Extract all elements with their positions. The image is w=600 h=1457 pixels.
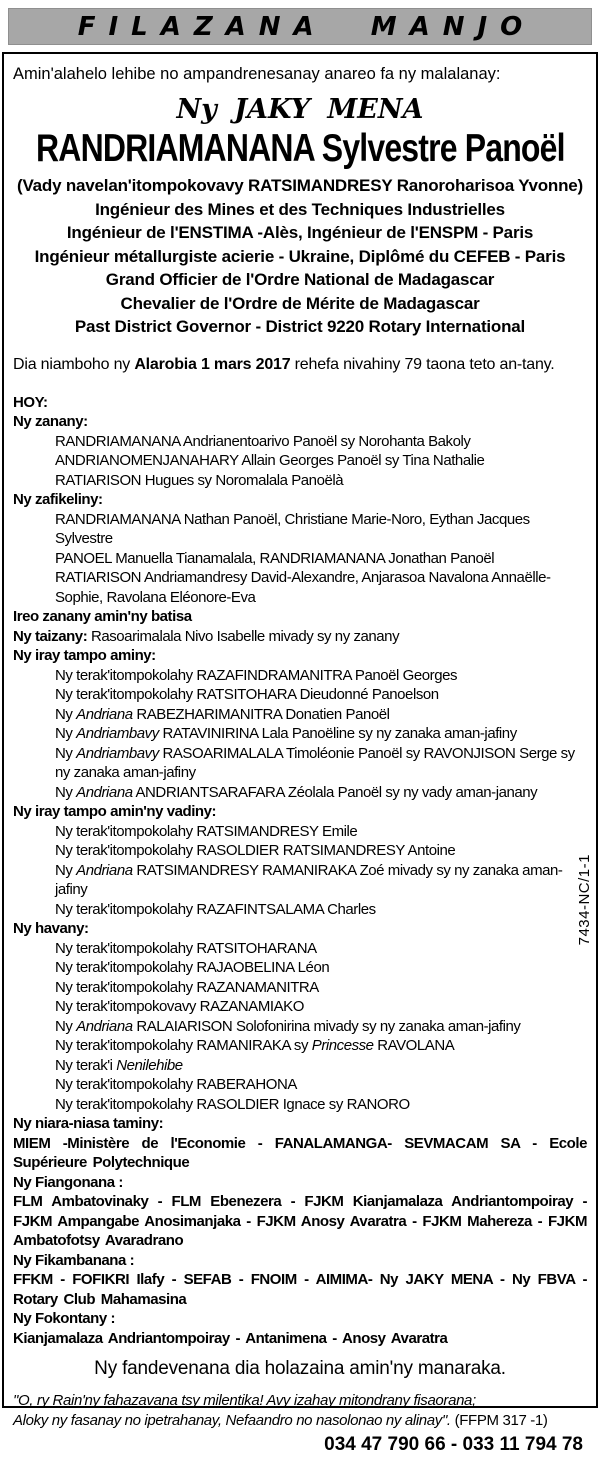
section-label: Ny Fikambanana : — [13, 1251, 135, 1269]
item-text: Ny terak'itompokolahy RABERAHONA — [55, 1076, 297, 1093]
item-text: RASOARIMALALA Timoléonie Panoël sy RAVONJISON Serge sy ny zanaka aman-jafiny — [55, 744, 575, 781]
family-list-item — [13, 939, 587, 959]
family-list-item — [13, 568, 587, 607]
item-text: Ny terak'itompokolahy RAZAFINTSALAMA Charles — [55, 900, 376, 918]
section-label: Ny niara-niasa taminy: — [13, 1115, 164, 1132]
family-list-item — [13, 861, 587, 900]
family-list-item — [13, 1017, 587, 1037]
banner-title: FILAZANA MANJO — [77, 11, 536, 42]
item-text: PANOEL Manuella Tianamalala, RANDRIAMANANA Jonathan Panoël — [55, 549, 495, 567]
section-heading — [13, 393, 587, 413]
honorific-term: Andriambavy — [76, 744, 159, 762]
title-line: Chevalier de l'Ordre de Mérite de Madagascar — [120, 293, 480, 313]
section-paragraph: Kianjamalaza Andriantompoiray - Antanimena - Anosy Avaratra — [13, 1329, 448, 1347]
item-text: RATIARISON Hugues sy Noromalala Panoëlà — [55, 471, 344, 489]
honorific-term: Andriana — [76, 861, 133, 879]
family-list-item — [13, 685, 587, 705]
honorific-term: Andriana — [76, 705, 133, 723]
item-text: RATSIMANDRESY RAMANIRAKA Zoé mivady sy ny zanaka aman-jafiny — [55, 861, 563, 898]
family-list-item — [13, 432, 587, 452]
phone-numbers: 034 47 790 66 - 033 11 794 78 — [324, 1434, 583, 1455]
family-list-item — [13, 724, 587, 744]
section-heading — [13, 1173, 587, 1193]
item-text: ANDRIANOMENJANAHARY Allain Georges Panoël sy Tina Nathalie — [55, 452, 485, 469]
section-paragraph: MIEM -Ministère de l'Economie - FANALAMANGA- SEVMACAM SA - Ecole Supérieure Polytechnique — [13, 1134, 587, 1171]
section-label: Ny zanany: — [13, 413, 88, 430]
family-list-item — [13, 900, 587, 920]
section-heading — [13, 490, 587, 510]
item-text: RATAVINIRINA Lala Panoëline sy ny zanaka aman-jafiny — [158, 725, 517, 742]
item-text: Ny — [55, 783, 77, 801]
family-list-item — [13, 451, 587, 471]
section-label: HOY: — [13, 393, 48, 411]
item-text: Ny terak'itompokolahy RAZANAMANITRA — [55, 978, 319, 996]
quote-line-text: Aloky ny fasanay no ipetrahanay, Nefaandro no nasolonao ny alinay". — [13, 1412, 451, 1429]
section-label: Ny Fokontany : — [13, 1310, 116, 1327]
section-heading — [13, 607, 587, 627]
family-list-item — [13, 666, 587, 686]
obituary-banner — [8, 8, 592, 45]
family-sections — [13, 393, 587, 1349]
item-text: Ny terak'itompokolahy RATSIMANDRESY Emile — [55, 822, 358, 840]
death-line-suffix: rehefa nivahiny 79 taona teto an-tany. — [290, 355, 555, 373]
death-line — [13, 355, 587, 375]
section-inline-text: Rasoarimalala Nivo Isabelle mivady sy ny zanany — [87, 627, 400, 645]
section-heading — [13, 646, 587, 666]
item-text: Ny terak'itompokovavy RAZANAMIAKO — [55, 998, 304, 1015]
family-list-item — [13, 958, 587, 978]
section-label: Ny havany: — [13, 920, 89, 937]
family-list-item — [13, 549, 587, 569]
section-label: Ny iray tampo amin'ny vadiny: — [13, 803, 217, 820]
title-line: (Vady navelan'itompokovavy RATSIMANDRESY Ranoroharisoa Yvonne) — [16, 176, 583, 195]
title-line: Ingénieur métallurgiste acierie - Ukraine, Diplômé du CEFEB - Paris — [34, 246, 566, 266]
honorific-term: Andriana — [76, 783, 133, 801]
title-line: Ingénieur des Mines et des Techniques Industrielles — [95, 199, 505, 219]
honorific-title: Ny JAKY MENA — [176, 94, 424, 125]
titles-block — [13, 174, 587, 339]
section-heading — [13, 919, 587, 939]
family-list-item — [13, 1036, 587, 1056]
funeral-notice: Ny fandevenana dia holazaina amin'ny manaraka. — [94, 1358, 506, 1379]
family-list-item — [13, 997, 587, 1017]
family-list-item — [13, 822, 587, 842]
item-text: Ny terak'itompokolahy RAJAOBELINA Léon — [55, 959, 330, 976]
family-list-item — [13, 744, 587, 783]
item-text: RANDRIAMANANA Nathan Panoël, Christiane Marie-Noro, Eythan Jacques Sylvestre — [55, 510, 530, 547]
family-list-item — [13, 705, 587, 725]
memorial-quote — [13, 1391, 587, 1431]
item-text: Ny — [55, 1017, 77, 1035]
section-label: Ny Fiangonana : — [13, 1173, 123, 1191]
quote-line — [13, 1411, 587, 1431]
family-list-item — [13, 783, 587, 803]
section-heading — [13, 802, 587, 822]
section-heading — [13, 412, 587, 432]
section-paragraph: FFKM - FOFIKRI Ilafy - SEFAB - FNOIM - AIMIMA- Ny JAKY MENA - Ny FBVA - Rotary Club Mahamasina — [13, 1271, 587, 1308]
honorific-term: Princesse — [311, 1037, 374, 1054]
section-heading — [13, 1309, 587, 1329]
section-heading — [13, 1114, 587, 1134]
deceased-name: RANDRIAMANANA Sylvestre Panoël — [35, 127, 565, 170]
item-text: Ny terak'i — [55, 1056, 117, 1074]
item-text: Ny — [55, 705, 77, 723]
honorific-term: Andriambavy — [76, 725, 159, 742]
section-paragraph: FLM Ambatovinaky - FLM Ebenezera - FJKM Kianjamalaza Andriantompoiray - FJKM Ampangabe Anosimanjaka - FJKM Anosy Avaratra - FJKM Mahereza - FJKM Ambatofotsy Avaradrano — [13, 1193, 587, 1249]
item-text: Ny terak'itompokolahy RATSITOHARANA — [55, 939, 317, 957]
title-line: Ingénieur de l'ENSTIMA -Alès, Ingénieur de l'ENSPM - Paris — [66, 223, 534, 242]
family-list-item — [13, 510, 587, 549]
item-text: RANDRIAMANANA Andrianentoarivo Panoël sy Norohanta Bakoly — [55, 432, 471, 450]
notice-box — [2, 52, 598, 1455]
section-label: Ny iray tampo aminy: — [13, 647, 156, 664]
section-label: Ireo zanany amin'ny batisa — [13, 608, 192, 625]
item-text: Ny terak'itompokolahy RAMANIRAKA sy — [55, 1037, 312, 1054]
death-date: Alarobia 1 mars 2017 — [134, 355, 291, 373]
quote-line: "O, ry Rain'ny fahazavana tsy milentika! Avy izahay mitondrany fisaorana; — [13, 1392, 476, 1409]
item-text: RABEZHARIMANITRA Donatien Panoël — [132, 705, 390, 723]
item-text: RAVOLANA — [373, 1037, 455, 1054]
title-line: Grand Officier de l'Ordre National de Madagascar — [105, 270, 495, 289]
section-heading — [13, 1251, 587, 1271]
family-list-item — [13, 1095, 587, 1115]
honorific-term: Andriana — [76, 1017, 133, 1035]
section-label: Ny zafikeliny: — [13, 491, 103, 508]
title-line: Past District Governor - District 9220 Rotary International — [74, 317, 526, 336]
item-text: Ny terak'itompokolahy RASOLDIER Ignace sy RANORO — [55, 1095, 410, 1113]
item-text: RALAIARISON Solofonirina mivady sy ny zanaka aman-jafiny — [132, 1017, 521, 1035]
family-list-item — [13, 471, 587, 491]
family-list-item — [13, 978, 587, 998]
intro-text: Amin'alahelo lehibe no ampandrenesanay anareo fa ny malalanay: — [13, 65, 501, 83]
item-text: Ny terak'itompokolahy RAZAFINDRAMANITRA Panoël Georges — [55, 666, 458, 684]
item-text: Ny terak'itompokolahy RASOLDIER RATSIMANDRESY Antoine — [55, 842, 456, 859]
item-text: Ny — [55, 725, 77, 742]
section-heading — [13, 627, 587, 647]
item-text: Ny — [55, 744, 77, 762]
item-text: ANDRIANTSARAFARA Zéolala Panoël sy ny vady aman-janany — [132, 783, 538, 801]
hymn-reference: (FFPM 317 -1) — [450, 1412, 548, 1429]
family-list-item — [13, 1075, 587, 1095]
section-label: Ny taizany: — [13, 627, 88, 645]
deceased-name-wrap — [13, 126, 587, 172]
item-text: RATIARISON Andriamandresy David-Alexandre, Anjarasoa Navalona Annaëlle-Sophie, Ravolana Eléonore-Eva — [55, 569, 551, 606]
reference-code: 7434-NC/1-1 — [576, 854, 593, 946]
death-line-prefix: Dia niamboho ny — [13, 355, 135, 373]
family-list-item — [13, 841, 587, 861]
item-text: Ny terak'itompokolahy RATSITOHARA Dieudonné Panoelson — [55, 686, 439, 703]
honorific-term: Nenilehibe — [116, 1056, 183, 1074]
item-text: Ny — [55, 861, 77, 879]
family-list-item — [13, 1056, 587, 1076]
